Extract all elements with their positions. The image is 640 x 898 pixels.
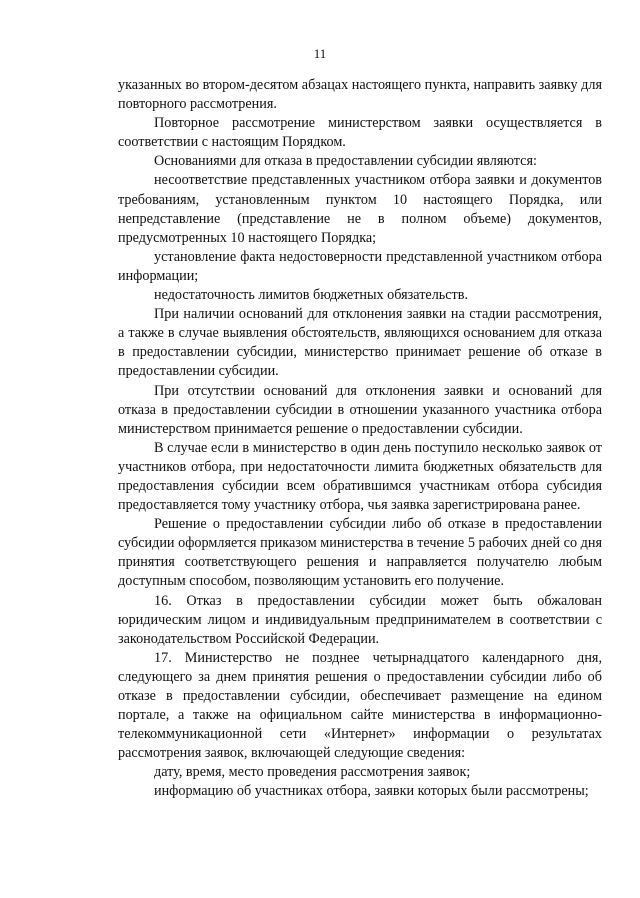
paragraph-refusal-decision: При наличии оснований для отклонения заявки на стадии рассмотрения, а также в случае выявления обстоятельств, являющихся основанием для отказа в предоставлении субсидии, министерство принимает решение об отказе в предоставлении субсидии. [118, 306, 602, 380]
paragraph-section-16-appeal: 16. Отказ в предоставлении субсидии может быть обжалован юридическим лицом и индивидуальным предпринимателем в соответствии с законодательством Российской Федерации. [118, 592, 602, 647]
paragraph-decision-order: Решение о предоставлении субсидии либо об отказе в предоставлении субсидии оформляется приказом министерства в течение 5 рабочих дней со дня принятия соответствующего решения и направляется получателю любым доступным способом, позволяющим установить его получение. [118, 516, 602, 590]
paragraph-repeat-review: Повторное рассмотрение министерством заявки осуществляется в соответствии с настоящим Порядком. [118, 115, 602, 151]
document-body [118, 76, 602, 802]
paragraph-refusal-ground-nonconformity: несоответствие представленных участником отбора заявки и документов требованиям, установленным пунктом 10 настоящего Порядка, или непредставление (представление не в полном объеме) документов, предусмотренных 10 настоящего Порядка; [118, 172, 602, 246]
paragraph-participants-info: информацию об участниках отбора, заявки которых были рассмотрены; [154, 783, 589, 800]
paragraph-refusal-ground-limits: недостаточность лимитов бюджетных обязательств. [154, 287, 468, 304]
paragraph-resubmission: указанных во втором-десятом абзацах настоящего пункта, направить заявку для повторного рассмотрения. [118, 77, 602, 113]
paragraph-refusal-grounds-heading: Основаниями для отказа в предоставлении субсидии являются: [154, 153, 537, 170]
page-number: 11 [313, 46, 327, 61]
paragraph-refusal-ground-inaccuracy: установление факта недостоверности представленной участником отбора информации; [118, 248, 602, 284]
paragraph-section-17-publication: 17. Министерство не позднее четырнадцатого календарного дня, следующего за днем принятия решения о предоставлении субсидии либо об отказе в предоставлении субсидии, обеспечивает размещение на едином портале, а также на официальном сайте министерства в информационно-телекоммуникационной сети «Интернет» информации о результатах рассмотрения заявок, включающей следующие сведения: [118, 649, 602, 762]
paragraph-grant-decision: При отсутствии оснований для отклонения заявки и оснований для отказа в предоставлении субсидии в отношении указанного участника отбора министерством принимается решение о предоставлении субсидии. [118, 382, 602, 437]
paragraph-same-day-applications: В случае если в министерство в один день поступило несколько заявок от участников отбора, при недостаточности лимита бюджетных обязательств для предоставления субсидии всем обратившимся участникам отбора субсидия предоставляется тому участнику отбора, чья заявка зарегистрирована ранее. [118, 439, 602, 514]
paragraph-review-date-time: дату, время, место проведения рассмотрения заявок; [154, 764, 471, 781]
